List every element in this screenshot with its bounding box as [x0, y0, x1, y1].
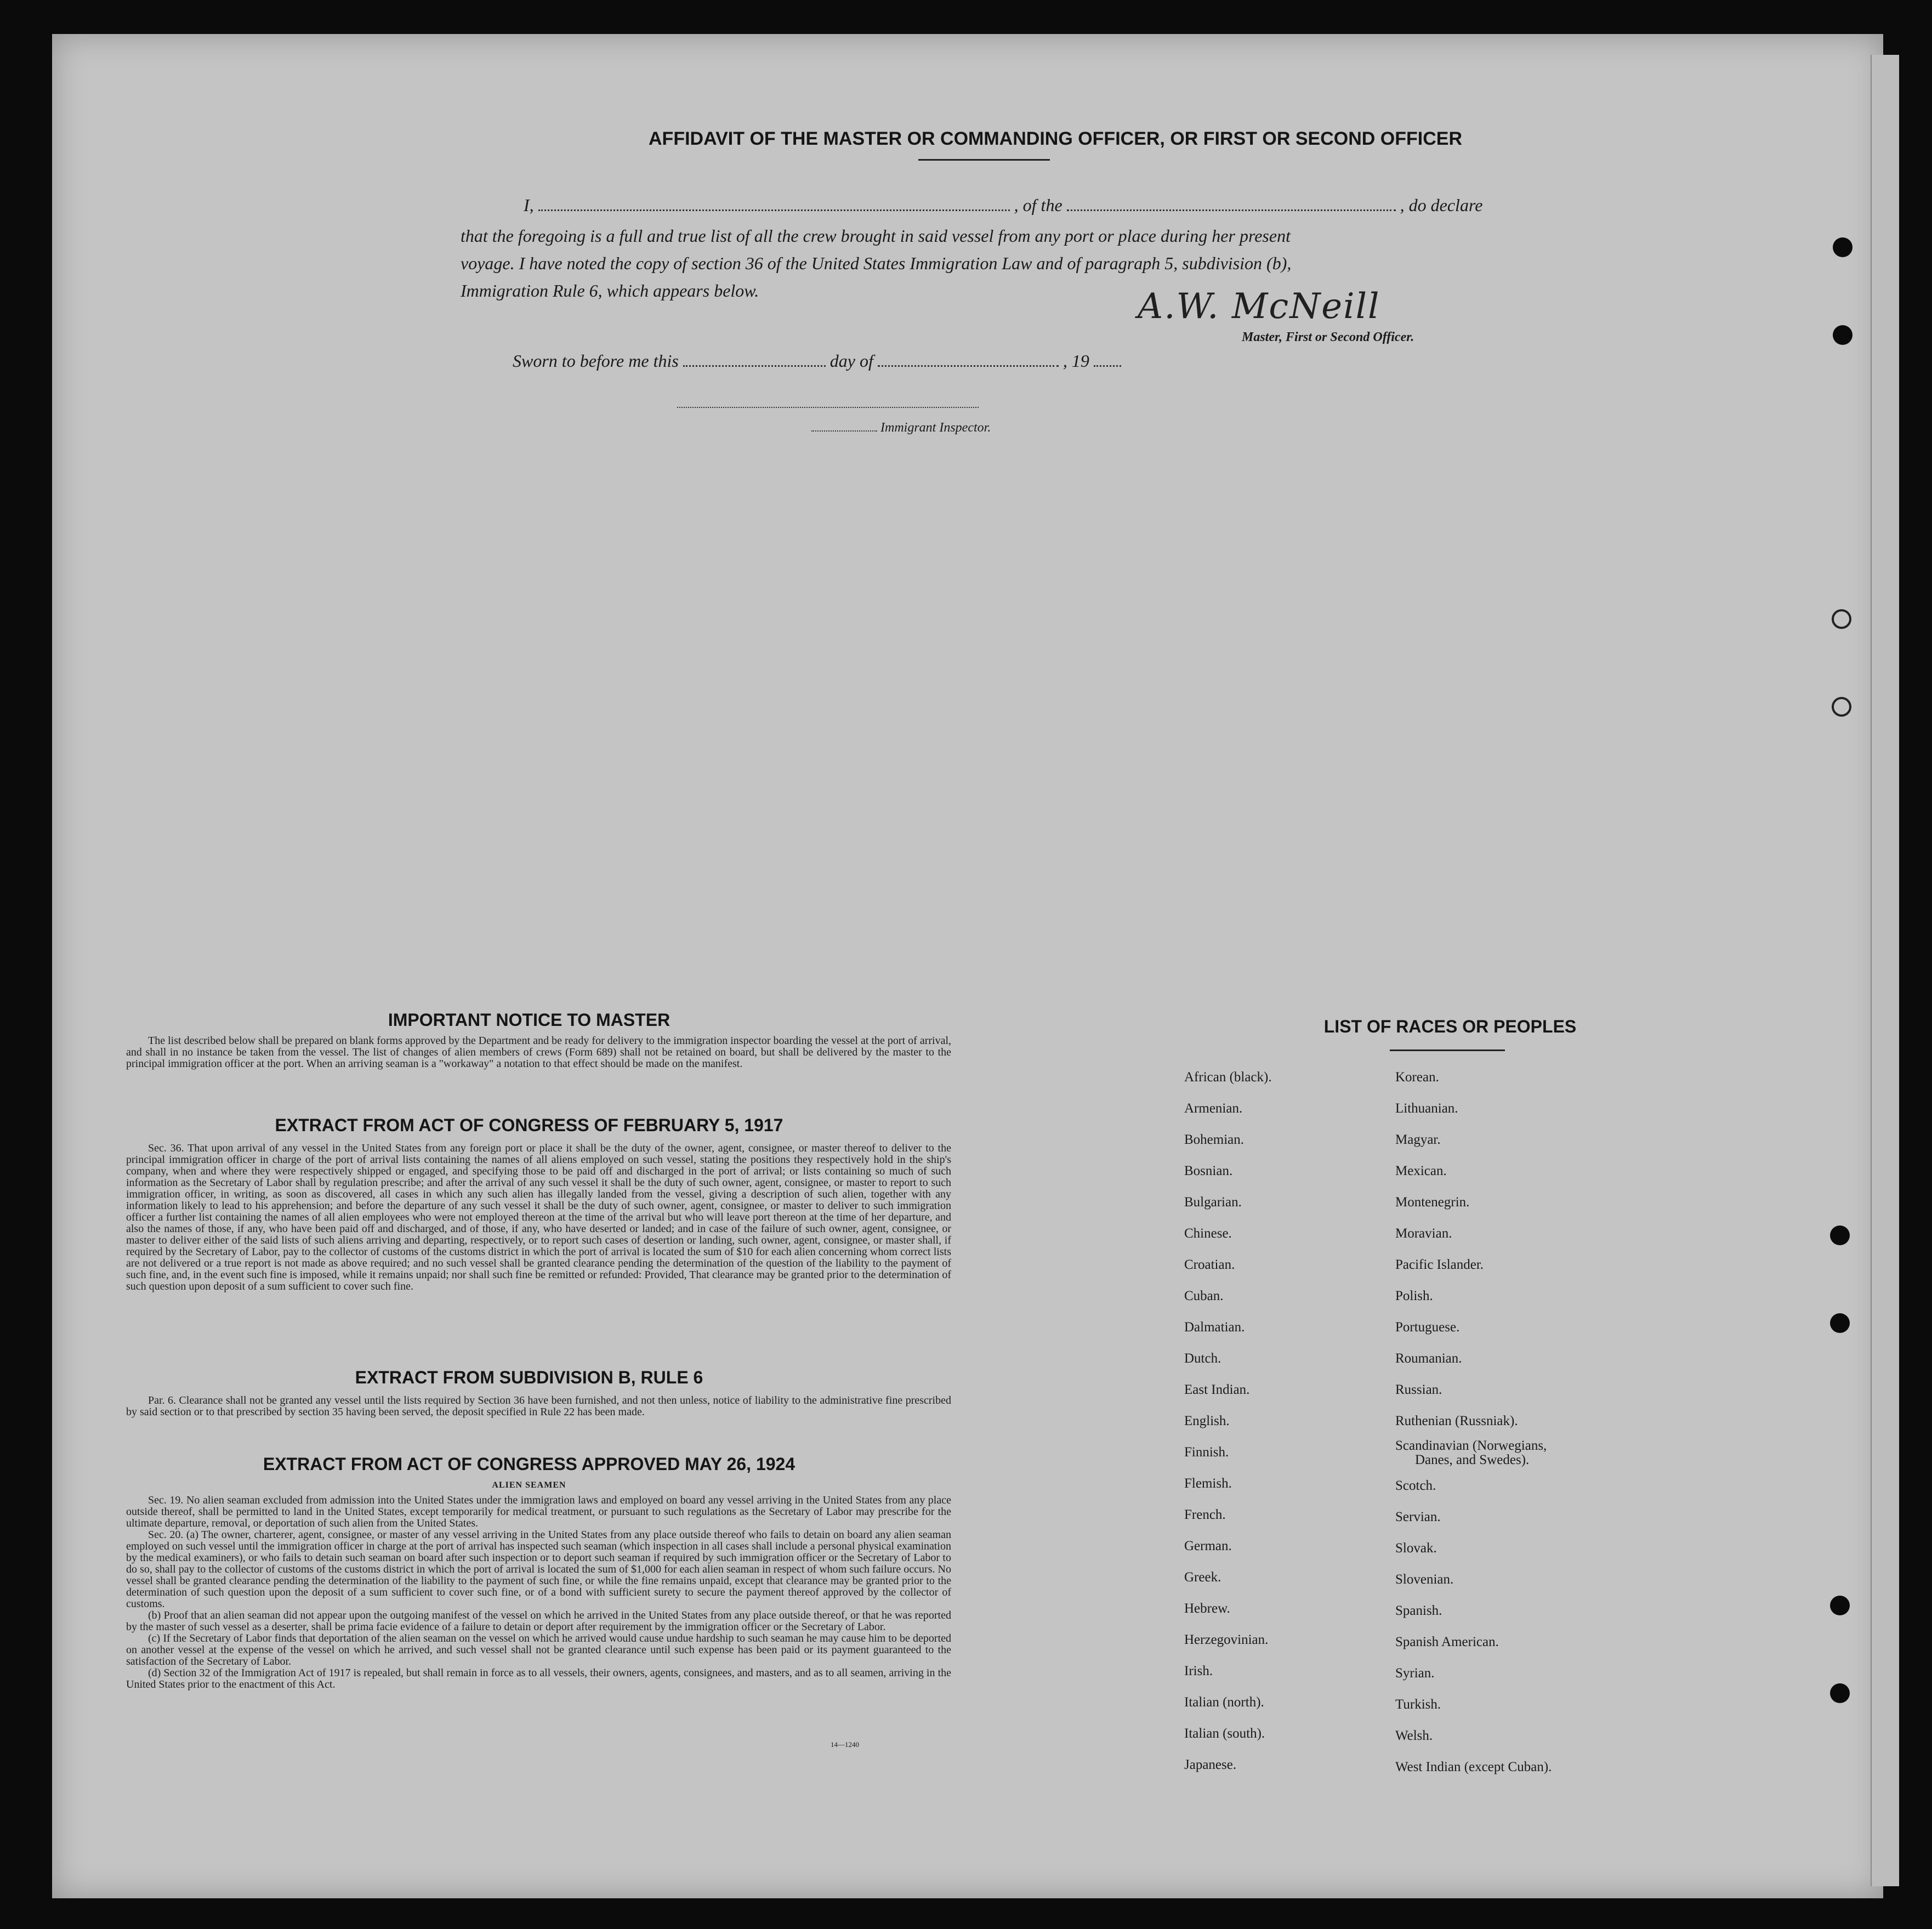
page-edge-strip [1871, 55, 1899, 1886]
affidavit-line-1 [524, 195, 1543, 215]
master-signature: A.W. McNeill [1138, 286, 1380, 327]
affidavit-title: AFFIDAVIT OF THE MASTER OR COMMANDING OFFICER, OR FIRST OR SECOND OFFICER [649, 128, 1462, 149]
inspector-line [811, 421, 991, 435]
race-item: Lithuanian. [1395, 1101, 1458, 1116]
races-title: LIST OF RACES OR PEOPLES [1323, 1017, 1577, 1036]
race-item: Spanish. [1395, 1603, 1442, 1618]
race-item: Syrian. [1395, 1666, 1435, 1681]
races-right-column [1395, 1062, 1552, 1783]
races-title-rule [1390, 1049, 1505, 1051]
inspector-dots [811, 430, 877, 432]
document-sheet [52, 34, 1883, 1898]
vessel-field[interactable] [1067, 209, 1396, 211]
race-item: Slovak. [1395, 1541, 1437, 1556]
sec-20a-paragraph: Sec. 20. (a) The owner, charterer, agent, consignee, or master of any vessel arriving in the United States from any place outside thereof who fails to detain on board any alien seaman employed on such vessel until the immigration officer in charge at the port of arrival has inspected such seaman (which inspection in all cases shall include a personal physical examination by the medical examiners), or who fails to detain such seaman on board after such inspection or to deport such seaman if required by such immigration officer or the Secretary of Labor to do so, shall pay to the collector of customs of the customs district in which the port of arrival is located the sum of $1,000 for each alien seaman in respect of whom such failure occurs. No vessel shall be granted clearance pending the determination of the liability to the payment of such fine, or while the fine remains unpaid, except that clearance may be granted prior to the determination of such question upon the deposit of a sum sufficient to cover such fine, or of a bond with sufficient surety to secure the payment thereof approved by the collector of customs. [126, 1529, 951, 1610]
affidavit-i: I, [524, 195, 534, 215]
affidavit-line-4: Immigration Rule 6, which appears below. [461, 281, 759, 300]
par-6-paragraph: Par. 6. Clearance shall not be granted any vessel until the lists required by Section 36 have been furnished, and not then unless, notice of liability to the administrative fine prescribed by said section or to that prescribed by section 35 having been served, the deposit specified in Rule 22 has been made. [126, 1394, 951, 1418]
race-item: Polish. [1395, 1289, 1433, 1303]
race-item: Herzegovinian. [1184, 1632, 1269, 1647]
binder-hole [1833, 237, 1853, 257]
race-item: Italian (south). [1184, 1726, 1265, 1741]
notice-text [126, 1035, 951, 1070]
race-scandinavian: Scandinavian (Norwegians, [1395, 1438, 1547, 1453]
binder-hole [1830, 1596, 1850, 1615]
race-item: Dalmatian. [1184, 1320, 1245, 1335]
race-item: Pacific Islander. [1395, 1257, 1484, 1272]
sworn-line [513, 351, 1280, 371]
binder-hole [1830, 1313, 1850, 1333]
race-item [1395, 1437, 1552, 1470]
sworn-day-of: day of [829, 351, 873, 371]
binder-hole [1830, 1683, 1850, 1703]
race-item: East Indian. [1184, 1382, 1250, 1397]
title-rule [918, 159, 1050, 161]
extract-1917-title: EXTRACT FROM ACT OF CONGRESS OF FEBRUARY 5, 1917 [275, 1115, 783, 1135]
race-item: Magyar. [1395, 1132, 1441, 1147]
race-item: English. [1184, 1414, 1230, 1428]
affidavit-of-the: , of the [1014, 195, 1062, 215]
race-item: Bohemian. [1184, 1132, 1245, 1147]
race-item: Armenian. [1184, 1101, 1243, 1116]
sec-20c-paragraph: (c) If the Secretary of Labor finds that deportation of the alien seaman on the vessel on which he arrived would cause undue hardship to such seaman he may cause him to be deported on another vessel at the expense of the vessel on which he arrived, and such vessel shall not be granted clearance until such expense has been paid or its payment guaranteed to the satisfaction of the Secretary of Labor. [126, 1632, 951, 1667]
sec-36-paragraph: Sec. 36. That upon arrival of any vessel in the United States from any foreign port or place it shall be the duty of the owner, agent, consignee, or master thereof to deliver to the principal immigration officer in charge of the port of arrival lists containing the names of all aliens employed on such vessel, stating the positions they respectively hold in the ship's company, when and where they were respectively shipped or engaged, and specifying those to be paid off and discharged in the port of arrival; or lists containing so much of such information as the Secretary of Labor shall by regulation prescribe; and after the arrival of any such vessel it shall be the duty of such owner, agent, consignee, or master to report to such immigration officer, in writing, as soon as discovered, all cases in which any such alien has illegally landed from the vessel, giving a description of such alien, together with any information likely to lead to his apprehension; and before the departure of any such vessel it shall be the duty of such owner, agent, consignee, or master to deliver to such immigration officer a further list containing the names of all alien employees who were not employed thereon at the time of the arrival but who will leave port thereon at the time of her departure, and also the names of those, if any, who have been paid off and discharged, and of those, if any, who have deserted or landed; and in case of the failure of such owner, agent, consignee, or master to deliver either of the said lists of such aliens arriving and departing, respectively, or to report such cases of desertion or landing, such owner, agent, consignee, or master shall, if required by the Secretary of Labor, pay to the collector of customs of the customs district in which the port of arrival is located the sum of $10 for each alien concerning whom correct lists are not delivered or a true report is not made as above required; and no such vessel shall be granted clearance pending the determination of the question of the liability to the payment of such fine, and, in the event such fine is imposed, while it remains unpaid; nor shall such fine be remitted or refunded: Provided, That clearance may be granted prior to the determination of such question upon deposit of a sum sufficient to cover such fine. [126, 1142, 951, 1292]
sworn-day-field[interactable] [683, 365, 826, 367]
sworn-month-field[interactable] [878, 365, 1059, 367]
name-field[interactable] [538, 209, 1010, 211]
race-item: Croatian. [1184, 1257, 1235, 1272]
race-item: Flemish. [1184, 1476, 1232, 1491]
race-item: Finnish. [1184, 1445, 1229, 1460]
race-item: Roumanian. [1395, 1351, 1462, 1366]
binder-hole [1832, 697, 1851, 717]
race-scandinavian-cont: Danes, and Swedes). [1415, 1453, 1530, 1467]
race-item: Irish. [1184, 1664, 1213, 1678]
race-item: Turkish. [1395, 1697, 1441, 1712]
race-item: German. [1184, 1539, 1232, 1553]
race-item: Greek. [1184, 1570, 1221, 1585]
extract-rule6-text [126, 1395, 951, 1418]
race-item: Russian. [1395, 1382, 1442, 1397]
notice-title: IMPORTANT NOTICE TO MASTER [388, 1010, 670, 1030]
race-item: Montenegrin. [1395, 1195, 1470, 1210]
extract-rule6-title: EXTRACT FROM SUBDIVISION B, RULE 6 [355, 1368, 703, 1387]
sec-20d-paragraph: (d) Section 32 of the Immigration Act of 1917 is repealed, but shall remain in force as to all vessels, their owners, agents, consignees, and masters, and as to all seamen, arriving in the United States prior to the enactment of this Act. [126, 1667, 951, 1690]
race-item: French. [1184, 1507, 1226, 1522]
race-item: Scotch. [1395, 1478, 1436, 1493]
inspector-signature-line[interactable] [677, 407, 979, 408]
race-item: Welsh. [1395, 1728, 1433, 1743]
binder-hole [1833, 325, 1853, 345]
notice-paragraph: The list described below shall be prepared on blank forms approved by the Department and be ready for delivery to the immigration inspector boarding the vessel at the port of arrival, and shall in no instance be taken from the vessel. The list of changes of alien members of crews (Form 689) shall not be retained on board, but shall be delivered by the master to the principal immigration officer at the port. When an arriving seaman is a "workaway" a notation to that effect should be made on the manifest. [126, 1035, 951, 1070]
alien-seamen-subtitle: ALIEN SEAMEN [492, 1480, 566, 1490]
races-left-column [1184, 1062, 1272, 1780]
race-item: Slovenian. [1395, 1572, 1454, 1587]
race-item: Mexican. [1395, 1164, 1447, 1178]
sec-19-paragraph: Sec. 19. No alien seaman excluded from admission into the United States under the immigration laws and employed on board any vessel arriving in the United States from any place outside thereof, shall be permitted to land in the United States, except temporarily for medical treatment, or pursuant to such regulations as the Secretary of Labor may prescribe for the ultimate departure, removal, or deportation of such alien from the United States. [126, 1494, 951, 1529]
race-item: Bosnian. [1184, 1164, 1233, 1178]
sworn-year-field[interactable] [1094, 365, 1121, 367]
sworn-text: Sworn to before me this [513, 351, 679, 371]
race-item: Korean. [1395, 1070, 1439, 1085]
race-item: West Indian (except Cuban). [1395, 1760, 1552, 1774]
affidavit-line-2: that the foregoing is a full and true list of all the crew brought in said vessel from any port or place during her present [461, 226, 1291, 246]
race-item: Chinese. [1184, 1226, 1232, 1241]
affidavit-declare: , do declare [1400, 195, 1483, 215]
race-item: Dutch. [1184, 1351, 1221, 1366]
affidavit-line-3: voyage. I have noted the copy of section 36 of the United States Immigration Law and of paragraph 5, subdivision (b), [461, 253, 1292, 273]
signature-title: Master, First or Second Officer. [1242, 330, 1414, 344]
extract-1917-text [126, 1143, 951, 1292]
form-number: 14—1240 [831, 1740, 859, 1749]
extract-1924-title: EXTRACT FROM ACT OF CONGRESS APPROVED MAY 26, 1924 [263, 1454, 795, 1474]
race-item: Bulgarian. [1184, 1195, 1242, 1210]
race-item: Japanese. [1184, 1757, 1237, 1772]
race-item: Hebrew. [1184, 1601, 1230, 1616]
race-item: Moravian. [1395, 1226, 1452, 1241]
race-item: Ruthenian (Russniak). [1395, 1414, 1518, 1428]
race-item: Spanish American. [1395, 1635, 1499, 1649]
race-item: Servian. [1395, 1510, 1441, 1524]
binder-hole [1832, 609, 1851, 629]
sworn-year: , 19 [1062, 351, 1089, 371]
binder-hole [1830, 1226, 1850, 1245]
race-item: African (black). [1184, 1070, 1272, 1085]
race-item: Cuban. [1184, 1289, 1224, 1303]
extract-1924-text [126, 1495, 951, 1690]
race-item: Portuguese. [1395, 1320, 1460, 1335]
sec-20b-paragraph: (b) Proof that an alien seaman did not appear upon the outgoing manifest of the vessel on which he arrived in the United States from any place outside thereof, or that he was reported by the master of such vessel as a deserter, shall be prima facie evidence of a failure to detain or deport after requirement by the immigration officer or the Secretary of Labor. [126, 1609, 951, 1633]
inspector-label: Immigrant Inspector. [880, 421, 991, 435]
race-item: Italian (north). [1184, 1695, 1264, 1710]
